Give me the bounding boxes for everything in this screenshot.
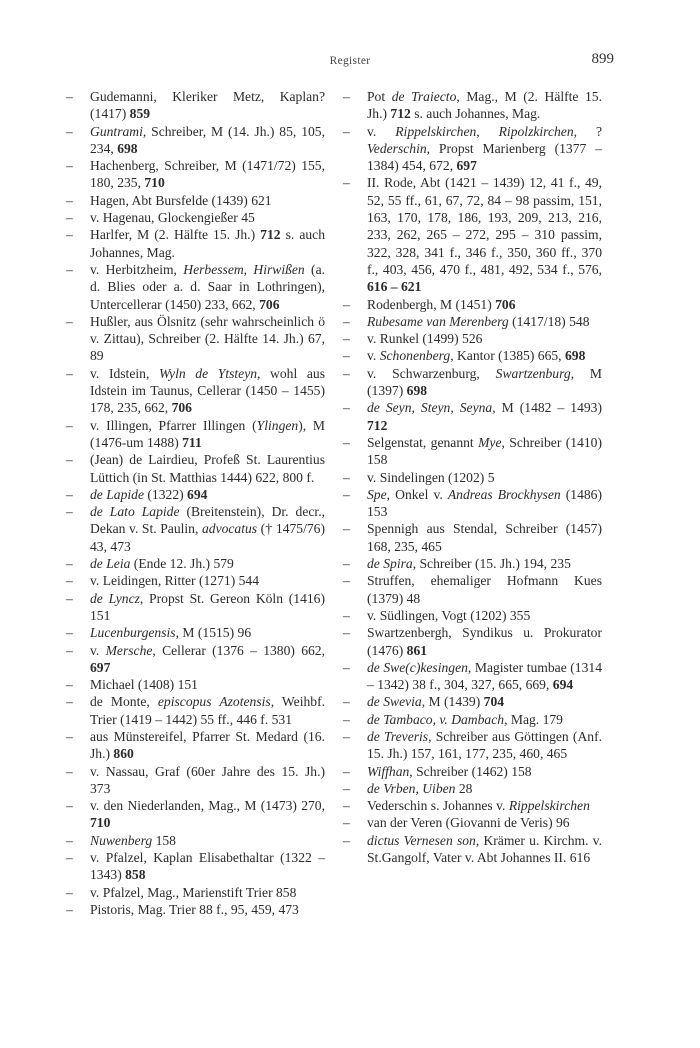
entry-dash: –	[66, 677, 73, 693]
entry-dash: –	[66, 210, 73, 226]
entry-text: (1322)	[144, 486, 188, 502]
index-entry	[343, 486, 602, 521]
entry-page-ref: 710	[144, 175, 165, 191]
entry-italic-text: dictus Vernesen son	[367, 832, 476, 848]
entry-text: († 1475/76) 43, 473	[90, 521, 325, 554]
index-entry	[66, 503, 325, 555]
entry-page-ref: 859	[129, 106, 151, 122]
page-number: 899	[591, 51, 614, 67]
index-entry	[66, 486, 325, 503]
entry-italic-text: Mersche	[105, 642, 153, 658]
index-entry	[343, 555, 602, 572]
entry-dash: –	[343, 763, 350, 779]
entry-text: 158	[152, 832, 176, 848]
entry-text: Hagen, Abt Bursfelde (1439) 621	[90, 192, 272, 208]
index-entry	[66, 226, 325, 261]
index-entry	[343, 399, 602, 434]
entry-dash: –	[343, 486, 350, 502]
entry-dash: –	[343, 556, 350, 572]
entry-text: v. Herbitzheim,	[90, 261, 184, 277]
entry-text: , Schreiber, M (14. Jh.) 85, 105, 234,	[90, 123, 325, 156]
entry-page-ref: 861	[406, 642, 428, 658]
entry-text: Vederschin s. Johannes v.	[367, 798, 509, 814]
entry-italic-text: de Seyn, Steyn, Seyna	[367, 400, 493, 416]
index-entry	[66, 88, 325, 123]
entry-text: , Mag. 179	[504, 711, 563, 727]
entry-italic-text: Nuwenberg	[90, 832, 153, 848]
entry-dash: –	[343, 123, 350, 139]
entry-text: 28	[455, 780, 473, 796]
entry-text: Selgenstat, genannt	[367, 434, 479, 450]
entry-dash: –	[343, 331, 350, 347]
entry-dash: –	[343, 434, 350, 450]
index-entry	[66, 555, 325, 572]
entry-dash: –	[66, 89, 73, 104]
index-entry	[66, 763, 325, 798]
entry-italic-text: de Lapide	[90, 486, 144, 502]
entry-text: , Propst St. Gereon Köln (1416) 151	[90, 590, 325, 623]
index-entry	[66, 192, 325, 209]
entry-text: (Jean) de Lairdieu, Profeß St. Laurentius Lüttich (in St. Matthias 1444) 622, 800 f.	[90, 452, 325, 485]
entry-text: Harlfer, M (2. Hälfte 15. Jh.)	[90, 227, 261, 243]
entry-dash: –	[66, 192, 73, 208]
index-entry	[66, 157, 325, 192]
index-entry	[66, 676, 325, 693]
entry-dash: –	[343, 348, 350, 364]
entry-italic-text: de Traiecto	[391, 89, 457, 104]
entry-page-ref: 698	[117, 140, 138, 156]
index-entry	[343, 313, 602, 330]
entry-page-ref: 706	[495, 296, 516, 312]
entry-page-ref: 711	[182, 434, 202, 450]
entry-dash: –	[66, 573, 73, 589]
entry-page-ref: 712	[367, 417, 388, 433]
entry-dash: –	[66, 642, 73, 658]
index-entry	[66, 261, 325, 313]
entry-dash: –	[66, 763, 73, 779]
entry-dash: –	[343, 573, 350, 589]
entry-text: van der Veren (Giovanni de Veris) 96	[367, 815, 570, 831]
entry-italic-text: Wiffhan	[367, 763, 410, 779]
index-entry	[343, 728, 602, 763]
entry-text: ), M (1476-um 1488)	[90, 417, 325, 450]
entry-dash: –	[66, 694, 73, 710]
index-entry	[343, 330, 602, 347]
index-entry	[343, 814, 602, 831]
entry-text: v. Südlingen, Vogt (1202) 355	[367, 607, 531, 623]
entry-italic-text: Ylingen	[256, 417, 299, 433]
index-entry	[66, 624, 325, 641]
entry-text: v.	[90, 642, 106, 658]
entry-text: , Krämer u. Kirchm. v. St.Gangolf, Vater v. Abt Johannes II. 616	[367, 832, 602, 866]
index-entry	[66, 365, 325, 417]
entry-text: v. Pfalzel, Kaplan Elisabethaltar (1322 – 1343)	[90, 850, 325, 883]
entry-text: , Onkel v.	[386, 486, 448, 502]
entry-text: v.	[367, 348, 380, 364]
index-entry	[66, 849, 325, 884]
entry-text: (1486) 153	[367, 486, 603, 520]
entry-italic-text: Andreas Brockhysen	[447, 486, 561, 502]
entry-text: , Mag., M (2. Hälfte 15. Jh.)	[367, 89, 602, 122]
entry-italic-text: Mye	[478, 434, 502, 450]
entry-dash: –	[66, 452, 73, 468]
entry-italic-text: Guntrami	[90, 123, 143, 139]
entry-dash: –	[66, 556, 73, 572]
index-entry	[66, 728, 325, 763]
index-entry	[343, 711, 602, 728]
entry-dash: –	[66, 486, 73, 502]
entry-italic-text: Herbessem	[183, 261, 244, 277]
index-entry	[343, 469, 602, 486]
entry-text: v. Runkel (1499) 526	[367, 331, 483, 347]
entry-italic-text: de Spira	[367, 556, 413, 572]
entry-text: v. den Niederlanden, Mag., M (1473) 270,	[90, 798, 325, 814]
index-entry	[66, 572, 325, 589]
entry-text: II. Rode, Abt (1421 – 1439) 12, 41 f., 49, 52, 55 ff., 61, 67, 72, 84 – 98 passim, 151, 163, 170, 178, 186, 193, 209, 213, 216, 233, 262, 265 – 272, 295 – 310 passim, 322, 328, 341 f., 346 f., 350, 360 ff., 370 f., 403, 456, 470 f., 481, 492, 534 f., 576,	[367, 175, 602, 277]
entry-text: , ?	[573, 123, 602, 139]
entry-italic-text: Swartzenburg	[495, 365, 571, 381]
entry-text: , M (1397)	[367, 365, 602, 399]
entry-text: , Schreiber aus Göttingen (Anf. 15. Jh.) 157, 161, 177, 235, 460, 465	[367, 728, 602, 762]
entry-text: Spennigh aus Stendal, Schreiber (1457) 168, 235, 465	[367, 521, 602, 554]
entry-dash: –	[343, 659, 350, 675]
entry-text: v. Nassau, Graf (60er Jahre des 15. Jh.) 373	[90, 763, 325, 796]
index-entry	[343, 296, 602, 313]
entry-text: (Ende 12. Jh.) 579	[130, 556, 234, 572]
entry-text: v. Hagenau, Glockengießer 45	[90, 210, 255, 226]
entry-italic-text: de Lyncz	[90, 590, 140, 606]
entry-dash: –	[66, 884, 73, 900]
entry-text: , Propst Marienberg (1377 – 1384) 454, 672,	[367, 140, 602, 174]
entry-page-ref: 697	[90, 659, 111, 675]
entry-italic-text: Rubesame van Merenberg	[367, 313, 509, 329]
entry-dash: –	[343, 365, 350, 381]
index-entry	[343, 434, 602, 469]
entry-text: Struffen, ehemaliger Hofmann Kues (1379) 48	[367, 573, 602, 606]
entry-dash: –	[66, 417, 73, 433]
entry-page-ref: 860	[113, 746, 134, 762]
entry-page-ref: 694	[552, 677, 574, 693]
entry-text: ,	[243, 261, 254, 277]
index-entry	[343, 572, 602, 607]
index-entry	[343, 624, 602, 659]
entry-dash: –	[343, 711, 350, 727]
entry-dash: –	[343, 798, 350, 814]
entry-dash: –	[343, 313, 350, 329]
entry-text: v. Schwarzenburg,	[367, 365, 496, 381]
entry-page-ref: 694	[187, 486, 208, 502]
index-entry	[343, 832, 602, 867]
entry-text: Swartzenbergh, Syndikus u. Prokurator (1476)	[367, 625, 602, 658]
entry-italic-text: Wyln de Ytsteyn	[158, 365, 258, 381]
entry-dash: –	[343, 521, 350, 537]
entry-page-ref: 698	[564, 348, 586, 364]
entry-dash: –	[66, 123, 73, 139]
entry-text: , M (1515) 96	[175, 625, 252, 641]
entry-text: Pot	[367, 89, 392, 104]
entry-page-ref: 698	[406, 383, 428, 399]
entry-text: de Monte,	[90, 694, 158, 710]
entry-text: , Schreiber (1462) 158	[409, 763, 532, 779]
entry-text: v. Sindelingen (1202) 5	[367, 469, 495, 485]
entry-text: , Weihbf. Trier (1419 – 1442) 55 ff., 446 f. 531	[90, 694, 326, 727]
entry-dash: –	[66, 261, 73, 277]
entry-italic-text: Rippelskirchen	[395, 123, 477, 139]
entry-dash: –	[66, 227, 73, 243]
entry-dash: –	[66, 158, 73, 174]
entry-dash: –	[343, 815, 350, 831]
entry-italic-text: de Swevia	[367, 694, 422, 710]
index-entry	[66, 209, 325, 226]
entry-text: , Schreiber (1410) 158	[367, 434, 602, 468]
entry-text: (Breitenstein), Dr. decr., Dekan v. St. Paulin,	[90, 504, 325, 537]
entry-text: , Schreiber (15. Jh.) 194, 235	[412, 556, 571, 572]
entry-dash: –	[343, 780, 350, 796]
entry-text: (a. d. Blies oder a. d. Saar in Lothringen), Untercellerar (1450) 233, 662,	[90, 261, 325, 312]
entry-italic-text: Rippelskirchen	[508, 798, 590, 814]
entry-text: v. Pfalzel, Mag., Marienstift Trier 858	[90, 884, 297, 900]
entry-dash: –	[343, 296, 350, 312]
index-entry	[343, 659, 602, 694]
entry-italic-text: de Swe(c)kesingen	[367, 659, 468, 675]
index-entry	[343, 365, 602, 400]
index-entry	[343, 88, 602, 123]
entry-italic-text: Ripolzkirchen	[498, 123, 574, 139]
index-entry	[343, 174, 602, 295]
entry-dash: –	[66, 901, 73, 917]
index-column-left	[66, 88, 325, 918]
entry-text: Michael (1408) 151	[90, 677, 198, 693]
header-title: Register	[329, 55, 371, 67]
entry-dash: –	[343, 607, 350, 623]
entry-dash: –	[343, 694, 350, 710]
entry-text: , wohl aus Idstein im Taunus, Cellerar (1450 – 1455) 178, 235, 662,	[90, 365, 325, 416]
entry-dash: –	[66, 850, 73, 866]
index-entry	[343, 693, 602, 710]
index-entry	[343, 780, 602, 797]
index-entry	[66, 901, 325, 918]
entry-dash: –	[343, 175, 350, 191]
entry-page-ref: 704	[483, 694, 505, 710]
entry-text: , M (1482 – 1493)	[492, 400, 602, 416]
entry-text: Rodenbergh, M (1451)	[367, 296, 496, 312]
entry-text: Pistoris, Mag. Trier 88 f., 95, 459, 473	[90, 901, 299, 917]
entry-page-ref: 710	[90, 815, 111, 831]
entry-italic-text: episcopus Azotensis	[157, 694, 271, 710]
entry-dash: –	[343, 832, 350, 848]
entry-text: , Magister tumbae (1314 – 1342) 38 f., 304, 327, 665, 669,	[367, 659, 602, 693]
index-entry	[66, 123, 325, 158]
entry-italic-text: advocatus	[201, 521, 258, 537]
entry-dash: –	[66, 625, 73, 641]
entry-italic-text: de Treveris	[367, 728, 429, 744]
index-entry	[66, 417, 325, 452]
entry-italic-text: Hirwißen	[253, 261, 305, 277]
entry-page-ref: 706	[171, 400, 192, 416]
index-entry	[343, 123, 602, 175]
entry-page-ref: 697	[456, 158, 477, 174]
index-entry	[343, 520, 602, 555]
entry-text: , Cellerar (1376 – 1380) 662,	[152, 642, 325, 658]
entry-text: Hachenberg, Schreiber, M (1471/72) 155, 180, 235,	[90, 158, 325, 191]
index-column-right	[343, 88, 602, 866]
entry-italic-text: Lucenburgensis	[90, 625, 176, 641]
entry-dash: –	[66, 365, 73, 381]
entry-dash: –	[343, 728, 350, 744]
index-entry	[343, 347, 602, 364]
index-entry	[66, 832, 325, 849]
entry-text: v. Leidingen, Ritter (1271) 544	[90, 573, 260, 589]
entry-italic-text: de Vrben, Uiben	[367, 780, 456, 796]
entry-italic-text: de Lato Lapide	[90, 504, 180, 520]
entry-dash: –	[66, 504, 73, 520]
entry-text: (1417/18) 548	[508, 313, 590, 329]
index-entry	[66, 797, 325, 832]
entry-page-ref: 712	[390, 106, 411, 122]
entry-page-ref: 712	[260, 227, 281, 243]
entry-dash: –	[66, 832, 73, 848]
entry-dash: –	[343, 469, 350, 485]
entry-italic-text: Spe	[367, 486, 387, 502]
entry-dash: –	[343, 400, 350, 416]
entry-dash: –	[66, 728, 73, 744]
entry-italic-text: de Tambaco, v. Dambach	[367, 711, 505, 727]
entry-text: v. Illingen, Pfarrer Illingen (	[90, 417, 257, 433]
entry-text: , Kantor (1385) 665,	[450, 348, 565, 364]
entry-page-ref: 616 – 621	[367, 279, 422, 295]
index-entry	[66, 590, 325, 625]
entry-text: Gudemanni, Kleriker Metz, Kaplan? (1417)	[90, 89, 325, 122]
entry-italic-text: Schonenberg	[379, 348, 451, 364]
entry-text: , M (1439)	[421, 694, 484, 710]
index-entry	[343, 797, 602, 814]
entry-italic-text: de Leia	[90, 556, 131, 572]
entry-text: s. auch Johannes, Mag.	[410, 106, 541, 122]
index-entry	[66, 884, 325, 901]
entry-page-ref: 858	[125, 867, 146, 883]
entry-text: v. Idstein,	[90, 365, 159, 381]
entry-dash: –	[66, 798, 73, 814]
entry-text: ,	[476, 123, 499, 139]
index-entry	[66, 693, 325, 728]
entry-italic-text: Vederschin	[367, 140, 427, 156]
entry-text: aus Münstereifel, Pfarrer St. Medard (16. Jh.)	[90, 728, 325, 762]
index-entry	[66, 313, 325, 365]
entry-page-ref: 706	[259, 296, 280, 312]
index-entry	[343, 763, 602, 780]
entry-text: Hußler, aus Ölsnitz (sehr wahrscheinlich ö v. Zittau), Schreiber (2. Hälfte 14. Jh.) 67, 89	[90, 313, 325, 364]
entry-dash: –	[66, 313, 73, 329]
index-entry	[343, 607, 602, 624]
entry-text: v.	[367, 123, 396, 139]
index-entry	[66, 642, 325, 677]
entry-dash: –	[66, 590, 73, 606]
entry-text: s. auch Johannes, Mag.	[90, 227, 325, 260]
index-entry	[66, 451, 325, 486]
entry-dash: –	[343, 625, 350, 641]
entry-dash: –	[343, 89, 350, 104]
